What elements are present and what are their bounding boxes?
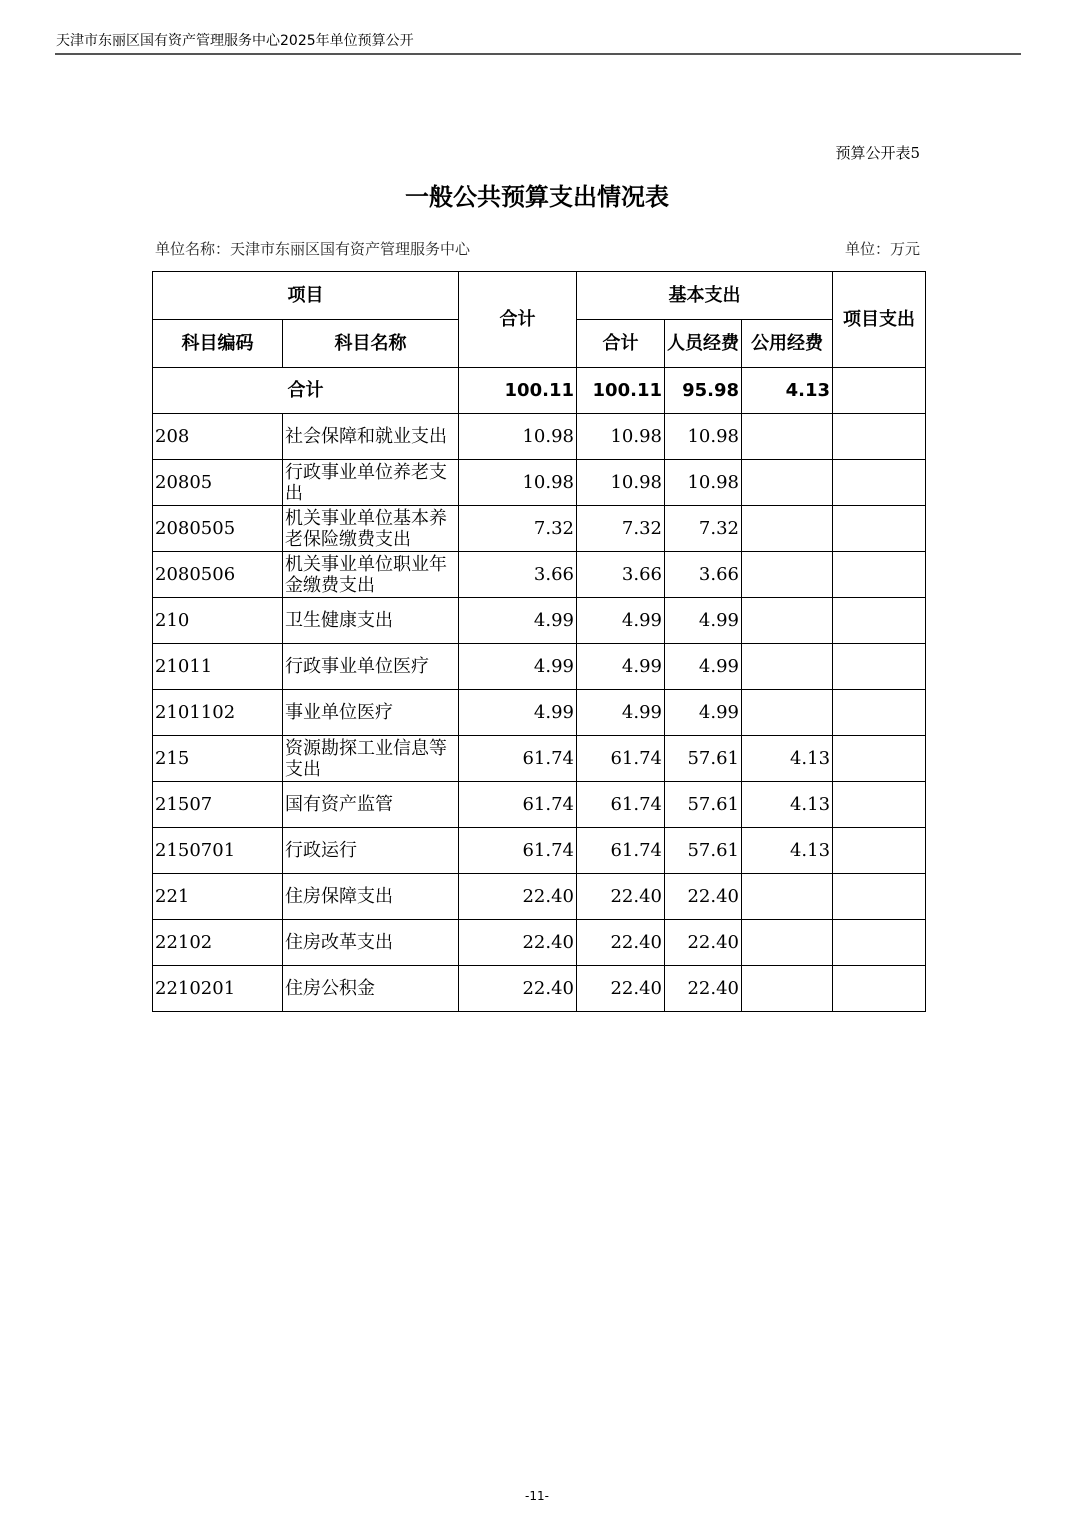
row-name: 卫生健康支出: [283, 598, 459, 644]
total-basic-value: 100.11: [577, 368, 665, 414]
table-row: [153, 736, 926, 782]
row-personnel: 22.40: [665, 966, 742, 1012]
row-public: [742, 874, 833, 920]
row-project: [833, 506, 926, 552]
header-public: 公用经费: [742, 320, 833, 368]
row-code: 21011: [153, 644, 283, 690]
header-total: 合计: [459, 272, 577, 368]
row-basic-total: 22.40: [577, 874, 665, 920]
row-public: [742, 598, 833, 644]
row-personnel: 57.61: [665, 782, 742, 828]
row-basic-total: 61.74: [577, 736, 665, 782]
row-name: 资源勘探工业信息等支出: [283, 736, 459, 782]
row-total: 4.99: [459, 598, 577, 644]
page-number: -11-: [525, 1489, 549, 1503]
table-row: [153, 598, 926, 644]
row-name: 行政事业单位医疗: [283, 644, 459, 690]
total-row: [153, 368, 926, 414]
row-total: 10.98: [459, 460, 577, 506]
total-label: 合计: [153, 368, 459, 414]
total-public-value: 4.13: [742, 368, 833, 414]
row-total: 3.66: [459, 552, 577, 598]
row-name: 社会保障和就业支出: [283, 414, 459, 460]
row-basic-total: 22.40: [577, 966, 665, 1012]
total-value: 100.11: [459, 368, 577, 414]
row-basic-total: 22.40: [577, 920, 665, 966]
table-row: [153, 782, 926, 828]
header-basic-total: 合计: [577, 320, 665, 368]
row-name: 国有资产监管: [283, 782, 459, 828]
row-name: 住房改革支出: [283, 920, 459, 966]
row-basic-total: 4.99: [577, 598, 665, 644]
table-row: [153, 506, 926, 552]
table-row: [153, 414, 926, 460]
page-title: 一般公共预算支出情况表: [405, 183, 669, 211]
unit-label: 单位：万元: [844, 240, 920, 258]
total-project-value: [833, 368, 926, 414]
header-rule: [55, 53, 1021, 55]
row-public: [742, 920, 833, 966]
header-project-expense: 项目支出: [833, 272, 926, 368]
row-project: [833, 828, 926, 874]
row-total: 22.40: [459, 920, 577, 966]
row-basic-total: 10.98: [577, 414, 665, 460]
header-basic: 基本支出: [577, 272, 833, 320]
row-code: 2150701: [153, 828, 283, 874]
row-personnel: 22.40: [665, 874, 742, 920]
row-public: [742, 414, 833, 460]
row-total: 10.98: [459, 414, 577, 460]
row-code: 22102: [153, 920, 283, 966]
row-public: [742, 690, 833, 736]
row-basic-total: 4.99: [577, 644, 665, 690]
row-personnel: 3.66: [665, 552, 742, 598]
row-basic-total: 4.99: [577, 690, 665, 736]
row-total: 4.99: [459, 690, 577, 736]
table-row: [153, 966, 926, 1012]
table-row: [153, 690, 926, 736]
row-project: [833, 874, 926, 920]
header-name: 科目名称: [283, 320, 459, 368]
row-public: [742, 644, 833, 690]
row-project: [833, 552, 926, 598]
row-code: 215: [153, 736, 283, 782]
row-name: 机关事业单位职业年金缴费支出: [283, 552, 459, 598]
row-personnel: 22.40: [665, 920, 742, 966]
row-total: 22.40: [459, 966, 577, 1012]
row-personnel: 57.61: [665, 828, 742, 874]
header-code: 科目编码: [153, 320, 283, 368]
table-row: [153, 460, 926, 506]
row-public: [742, 966, 833, 1012]
row-total: 61.74: [459, 828, 577, 874]
table-row: [153, 552, 926, 598]
row-code: 2080506: [153, 552, 283, 598]
row-code: 221: [153, 874, 283, 920]
row-project: [833, 966, 926, 1012]
row-project: [833, 690, 926, 736]
budget-table: [152, 271, 926, 1012]
row-code: 2210201: [153, 966, 283, 1012]
row-total: 61.74: [459, 782, 577, 828]
row-code: 20805: [153, 460, 283, 506]
row-total: 7.32: [459, 506, 577, 552]
running-header: 天津市东丽区国有资产管理服务中心2025年单位预算公开: [56, 33, 414, 49]
row-total: 22.40: [459, 874, 577, 920]
row-code: 210: [153, 598, 283, 644]
row-personnel: 4.99: [665, 598, 742, 644]
row-name: 住房保障支出: [283, 874, 459, 920]
row-personnel: 57.61: [665, 736, 742, 782]
row-basic-total: 3.66: [577, 552, 665, 598]
row-code: 21507: [153, 782, 283, 828]
total-personnel-value: 95.98: [665, 368, 742, 414]
row-project: [833, 414, 926, 460]
unit-name: 单位名称：天津市东丽区国有资产管理服务中心: [155, 240, 471, 258]
row-personnel: 7.32: [665, 506, 742, 552]
row-name: 住房公积金: [283, 966, 459, 1012]
row-name: 事业单位医疗: [283, 690, 459, 736]
table-row: [153, 920, 926, 966]
row-personnel: 4.99: [665, 690, 742, 736]
row-name: 机关事业单位基本养老保险缴费支出: [283, 506, 459, 552]
row-personnel: 10.98: [665, 414, 742, 460]
row-total: 4.99: [459, 644, 577, 690]
row-public: [742, 460, 833, 506]
row-basic-total: 7.32: [577, 506, 665, 552]
row-basic-total: 10.98: [577, 460, 665, 506]
row-project: [833, 460, 926, 506]
row-project: [833, 598, 926, 644]
row-public: 4.13: [742, 828, 833, 874]
header-project: 项目: [153, 272, 459, 320]
row-name: 行政事业单位养老支出: [283, 460, 459, 506]
row-project: [833, 920, 926, 966]
row-public: [742, 552, 833, 598]
row-basic-total: 61.74: [577, 782, 665, 828]
table-row: [153, 828, 926, 874]
row-project: [833, 644, 926, 690]
row-total: 61.74: [459, 736, 577, 782]
table-row: [153, 644, 926, 690]
row-personnel: 10.98: [665, 460, 742, 506]
row-public: 4.13: [742, 736, 833, 782]
row-name: 行政运行: [283, 828, 459, 874]
row-public: 4.13: [742, 782, 833, 828]
row-code: 2080505: [153, 506, 283, 552]
row-code: 2101102: [153, 690, 283, 736]
header-personnel: 人员经费: [665, 320, 742, 368]
row-public: [742, 506, 833, 552]
table-row: [153, 874, 926, 920]
row-basic-total: 61.74: [577, 828, 665, 874]
row-code: 208: [153, 414, 283, 460]
row-project: [833, 782, 926, 828]
table-id: 预算公开表5: [835, 144, 920, 162]
row-personnel: 4.99: [665, 644, 742, 690]
row-project: [833, 736, 926, 782]
